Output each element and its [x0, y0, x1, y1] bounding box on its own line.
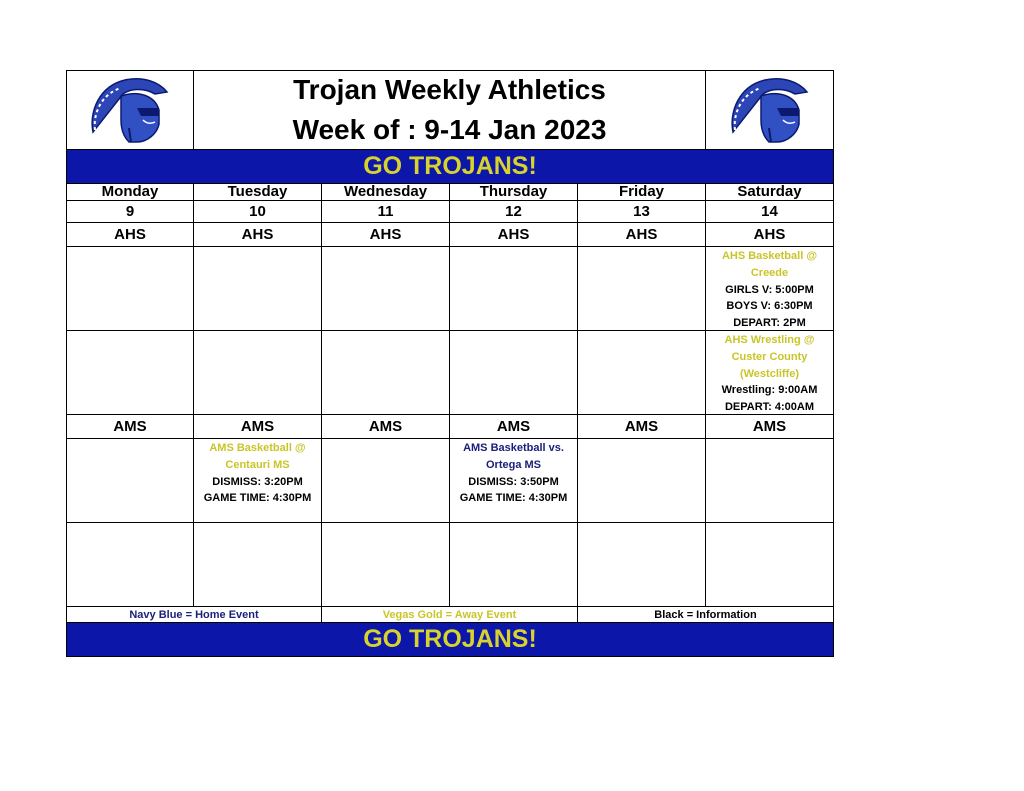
event-info: GAME TIME: 4:30PM — [203, 492, 312, 505]
day-wednesday: Wednesday — [322, 184, 450, 201]
event-cell-empty — [450, 331, 578, 415]
ams-label: AMS — [578, 415, 706, 439]
ams-label: AMS — [706, 415, 834, 439]
day-monday: Monday — [66, 184, 194, 201]
ams-events-row-1 — [66, 439, 834, 523]
logo-right-cell — [706, 71, 834, 150]
date-tuesday: 10 — [194, 201, 322, 223]
event-info: DEPART: 4:00AM — [724, 401, 815, 414]
event-title: AHS Wrestling @ — [724, 334, 815, 346]
event-cell-empty — [578, 439, 706, 523]
date-wednesday: 11 — [322, 201, 450, 223]
header-row — [66, 70, 834, 150]
event-cell-empty — [66, 523, 194, 607]
event-cell-empty — [66, 331, 194, 415]
event-info: BOYS V: 6:30PM — [726, 300, 813, 313]
event-title: AMS Basketball vs. — [463, 442, 564, 454]
ams-label: AMS — [322, 415, 450, 439]
ahs-label: AHS — [450, 223, 578, 247]
event-cell-empty — [578, 247, 706, 331]
event-cell-empty — [450, 523, 578, 607]
ams-label: AMS — [450, 415, 578, 439]
event-info: GAME TIME: 4:30PM — [459, 492, 568, 505]
event-cell-empty — [194, 331, 322, 415]
go-trojans-banner-top: GO TROJANS! — [66, 150, 834, 184]
event-cell-empty — [66, 247, 194, 331]
legend-row — [66, 607, 834, 623]
dates-row — [66, 201, 834, 223]
event-cell-empty — [322, 523, 450, 607]
event-cell-empty — [194, 523, 322, 607]
ahs-label-row — [66, 223, 834, 247]
event-title: Custer County — [731, 350, 808, 363]
trojan-helmet-logo-icon — [85, 72, 175, 148]
event-cell-empty — [706, 523, 834, 607]
ams-basketball-centauri-event — [194, 439, 322, 523]
ams-events-row-2 — [66, 523, 834, 607]
event-cell-empty — [66, 439, 194, 523]
event-title: Centauri MS — [225, 458, 290, 471]
ahs-label: AHS — [66, 223, 194, 247]
ahs-label: AHS — [322, 223, 450, 247]
ahs-events-row-2 — [66, 331, 834, 415]
day-thursday: Thursday — [450, 184, 578, 201]
event-cell-empty — [322, 439, 450, 523]
date-monday: 9 — [66, 201, 194, 223]
legend-info: Black = Information — [578, 607, 834, 623]
event-title: AHS Basketball @ — [721, 250, 818, 262]
ams-label-row — [66, 415, 834, 439]
trojan-helmet-logo-icon — [725, 72, 815, 148]
legend-home: Navy Blue = Home Event — [66, 607, 322, 623]
event-info: DISMISS: 3:20PM — [212, 475, 303, 488]
event-info: Wrestling: 9:00AM — [721, 384, 818, 397]
event-cell-empty — [322, 331, 450, 415]
event-title: AMS Basketball @ — [209, 442, 306, 454]
ams-basketball-ortega-event — [450, 439, 578, 523]
event-cell-empty — [706, 439, 834, 523]
event-cell-empty — [194, 247, 322, 331]
day-friday: Friday — [578, 184, 706, 201]
title-cell — [194, 71, 706, 150]
event-cell-empty — [578, 331, 706, 415]
event-cell-empty — [450, 247, 578, 331]
event-title: Creede — [750, 266, 789, 279]
day-tuesday: Tuesday — [194, 184, 322, 201]
day-saturday: Saturday — [706, 184, 834, 201]
ams-label: AMS — [194, 415, 322, 439]
go-trojans-banner-bottom: GO TROJANS! — [66, 623, 834, 657]
event-title: Ortega MS — [485, 458, 541, 471]
ahs-label: AHS — [578, 223, 706, 247]
event-title: (Westcliffe) — [739, 367, 800, 380]
date-saturday: 14 — [706, 201, 834, 223]
ahs-basketball-creede-event — [706, 247, 834, 331]
legend-away: Vegas Gold = Away Event — [322, 607, 578, 623]
ahs-label: AHS — [706, 223, 834, 247]
page-title: Trojan Weekly Athletics — [293, 74, 606, 105]
ams-label: AMS — [66, 415, 194, 439]
logo-left-cell — [66, 71, 194, 150]
schedule-sheet — [66, 70, 834, 657]
ahs-label: AHS — [194, 223, 322, 247]
event-cell-empty — [322, 247, 450, 331]
ahs-events-row-1 — [66, 247, 834, 331]
week-label: Week of : 9-14 Jan 2023 — [292, 114, 607, 145]
event-info: DEPART: 2PM — [733, 317, 806, 330]
event-info: DISMISS: 3:50PM — [468, 475, 559, 488]
ahs-wrestling-custer-event — [706, 331, 834, 415]
date-friday: 13 — [578, 201, 706, 223]
event-cell-empty — [578, 523, 706, 607]
day-names-row — [66, 184, 834, 201]
date-thursday: 12 — [450, 201, 578, 223]
event-info: GIRLS V: 5:00PM — [725, 283, 814, 296]
